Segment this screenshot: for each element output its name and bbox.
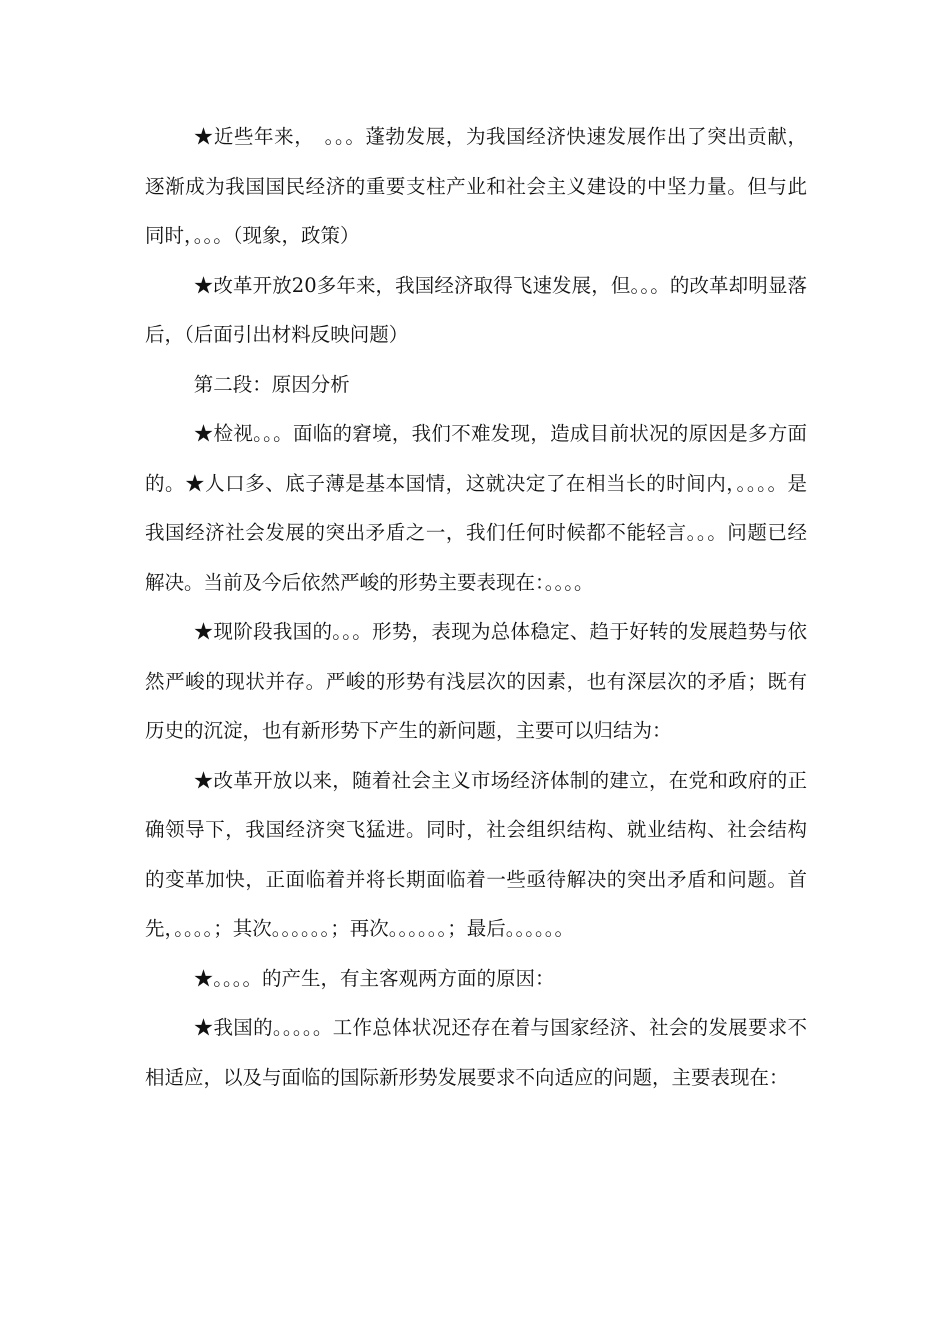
paragraph-subjective-objective: ★。。。。的产生，有主客观两方面的原因： bbox=[193, 966, 555, 990]
paragraph-reform-lag: ★改革开放20多年来，我国经济取得飞速发展，但。。。的改革却明显落后，（后面引出材料反映问题） bbox=[145, 273, 807, 346]
paragraph-current-situation: ★现阶段我国的。。。形势，表现为总体稳定、趋于好转的发展趋势与依然严峻的现状并存。严峻的形势有浅层次的因素，也有深层次的矛盾；既有历史的沉淀，也有新形势下产生的新问题，主要可以归结为： bbox=[145, 620, 807, 742]
paragraph-examine-causes: ★检视。。。面临的窘境，我们不难发现，造成目前状况的原因是多方面的。★人口多、底子薄是基本国情，这就决定了在相当长的时间内，。。。。是我国经济社会发展的突出矛盾之一，我们任何时候都不能轻言。。。问题已经解决。当前及今后依然严峻的形势主要表现在：。。。。 bbox=[145, 422, 807, 594]
document-body bbox=[145, 112, 807, 1102]
paragraph-reform-problems: ★改革开放以来，随着社会主义市场经济体制的建立，在党和政府的正确领导下，我国经济突飞猛进。同时，社会组织结构、就业结构、社会结构的变革加快，正面临着并将长期面临着一些亟待解决的突出矛盾和问题。首先，。。。。；其次。。。。。。；再次。。。。。。；最后。。。。。。 bbox=[145, 768, 807, 940]
section-heading-cause-analysis: 第二段：原因分析 bbox=[193, 372, 350, 396]
paragraph-mismatch-problems: ★我国的。。。。。工作总体状况还存在着与国家经济、社会的发展要求不相适应，以及与面临的国际新形势发展要求不向适应的问题，主要表现在： bbox=[145, 1016, 807, 1089]
paragraph-intro-development: ★近些年来， 。。。蓬勃发展，为我国经济快速发展作出了突出贡献，逐渐成为我国国民经济的重要支柱产业和社会主义建设的中坚力量。但与此同时，。。。（现象，政策） bbox=[145, 125, 807, 247]
